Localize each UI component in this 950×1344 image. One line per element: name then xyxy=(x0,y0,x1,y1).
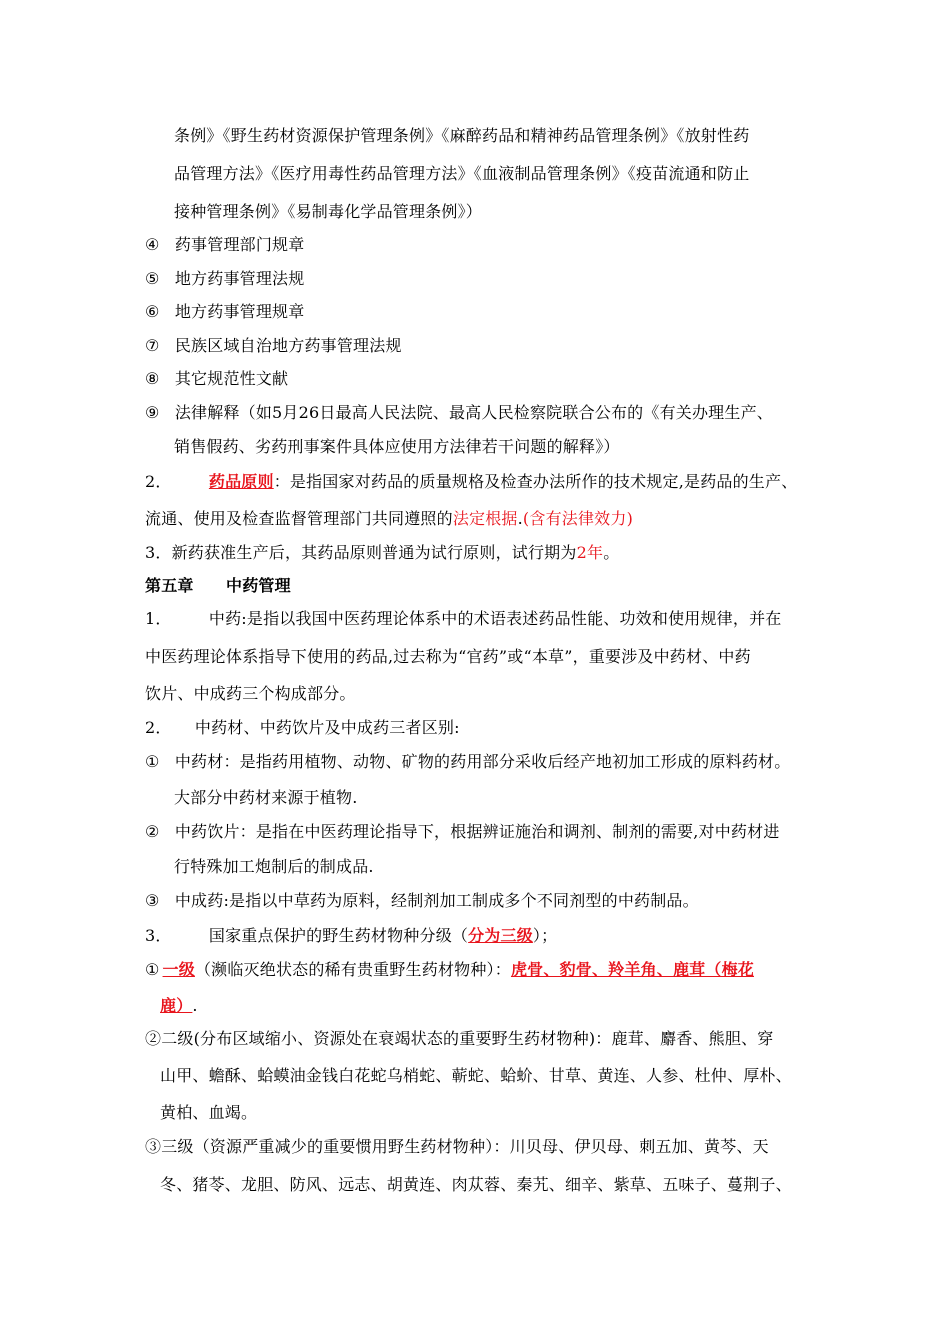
text-line xyxy=(145,509,633,529)
paragraph-drug-standard xyxy=(145,472,797,492)
grade-item: ③三级（资源严重减少的重要惯用野生药材物种）：川贝母、伊贝母、刺五加、黄芩、天 xyxy=(145,1137,769,1156)
grade-item: ②二级(分布区域缩小、资源处在衰竭状态的重要野生药材物种)：鹿茸、麝香、熊胆、穿 xyxy=(145,1029,774,1048)
text-line: 冬、猪苓、龙胆、防风、远志、胡黄连、肉苁蓉、秦艽、细辛、紫草、五味子、蔓荆子、 xyxy=(160,1175,792,1194)
text-span: 中药材、中药饮片及中成药三者区别: xyxy=(194,718,460,737)
list-text: 其它规范性文献 xyxy=(174,369,289,388)
text-line: 条例》《野生药材资源保护管理条例》《麻醉药品和精神药品管理条例》《放射性药 xyxy=(174,126,750,145)
text-line: 品管理方法》《医疗用毒性药品管理方法》《血液制品管理条例》《疫苗流通和防止 xyxy=(174,164,750,183)
list-item xyxy=(145,752,790,772)
text-span: 流通、使用及检查监督管理部门共同遵照的 xyxy=(145,509,453,528)
list-marker: ③ xyxy=(145,891,160,910)
text-span: （濒临灭绝状态的稀有贵重野生药材物种）： xyxy=(194,960,511,979)
text-span: 3．新药获准生产后，其药品原则普通为试行原则，试行期为 xyxy=(145,543,577,562)
list-marker: ⑧ xyxy=(145,369,160,388)
list-text: 中药材：是指药用植物、动物、矿物的药用部分采收后经产地初加工形成的原料药材。 xyxy=(174,752,791,771)
text-line: 销售假药、劣药刑事案件具体应使用方法律若干问题的解释》） xyxy=(174,437,620,456)
grade-item xyxy=(145,960,754,980)
text-line xyxy=(145,926,557,946)
item-number: 3． xyxy=(145,926,172,945)
list-marker: ② xyxy=(145,822,160,841)
list-item xyxy=(145,235,304,255)
text-line: 饮片、中成药三个构成部分。 xyxy=(145,684,356,703)
list-item xyxy=(145,369,288,389)
list-marker: ① xyxy=(145,960,160,979)
list-text: 地方药事管理规章 xyxy=(174,302,305,321)
text-line xyxy=(145,609,781,629)
item-number: 2． xyxy=(145,718,172,737)
text-line xyxy=(160,996,198,1016)
text-span: 国家重点保护的野生药材物种分级（ xyxy=(208,926,469,945)
list-item xyxy=(145,822,780,842)
item-number: 1． xyxy=(145,609,172,628)
text-line: 行特殊加工炮制后的制成品. xyxy=(174,857,374,876)
chapter-heading: 第五章 中药管理 xyxy=(145,576,291,595)
list-marker: ④ xyxy=(145,235,160,254)
list-marker: ⑤ xyxy=(145,269,160,288)
text-span: ：是指国家对药品的质量规格及检查办法所作的技术规定,是药品的生产、 xyxy=(273,472,798,491)
list-text: 法律解释（如5月26日最高人民法院、最高人民检察院联合公布的《有关办理生产、 xyxy=(174,403,773,422)
text-line xyxy=(145,718,460,738)
list-text: 地方药事管理法规 xyxy=(174,269,305,288)
list-text: 中成药:是指以中草药为原料，经制剂加工制成多个不同剂型的中药制品。 xyxy=(174,891,699,910)
list-marker: ⑥ xyxy=(145,302,160,321)
text-span: 。 xyxy=(603,543,620,562)
list-item xyxy=(145,336,402,356)
list-item xyxy=(145,403,773,423)
item-number: 2． xyxy=(145,472,172,491)
list-text: 民族区域自治地方药事管理法规 xyxy=(174,336,402,355)
list-text: 中药饮片：是指在中医药理论指导下，根据辨证施治和调剂、制剂的需要,对中药材进 xyxy=(174,822,780,841)
list-item xyxy=(145,891,699,911)
list-marker: ⑦ xyxy=(145,336,160,355)
text-span: . xyxy=(192,996,198,1015)
text-line: 大部分中药材来源于植物. xyxy=(174,788,358,807)
text-line: 接种管理条例》《易制毒化学品管理条例》） xyxy=(174,202,483,221)
list-marker: ① xyxy=(145,752,160,771)
term-highlight: 一级 xyxy=(162,960,195,979)
text-line: 中医药理论体系指导下使用的药品,过去称为“官药”或“本草”，重要涉及中药材、中药 xyxy=(145,647,751,666)
text-span: . xyxy=(517,509,523,528)
term-highlight: 药品原则 xyxy=(208,472,274,491)
text-span: 中药:是指以我国中医药理论体系中的术语表述药品性能、功效和使用规律，并在 xyxy=(208,609,782,628)
text-line xyxy=(145,543,619,563)
text-line: 山甲、蟾酥、蛤蟆油金钱白花蛇乌梢蛇、蕲蛇、蛤蚧、甘草、黄连、人参、杜仲、厚朴、 xyxy=(160,1066,792,1085)
list-item xyxy=(145,269,304,289)
text-line: 黄柏、血竭。 xyxy=(160,1103,258,1122)
list-text: 药事管理部门规章 xyxy=(174,235,305,254)
red-highlight: (含有法律效力) xyxy=(522,509,634,528)
red-highlight: 法定根据 xyxy=(452,509,518,528)
list-item xyxy=(145,302,304,322)
red-highlight: 2年 xyxy=(576,543,604,562)
term-highlight: 虎骨、豹骨、羚羊角、鹿茸（梅花 xyxy=(510,960,754,979)
term-highlight: 鹿） xyxy=(160,996,193,1015)
list-marker: ⑨ xyxy=(145,403,160,422)
term-highlight: 分为三级 xyxy=(468,926,533,945)
text-span: ）； xyxy=(532,926,558,945)
